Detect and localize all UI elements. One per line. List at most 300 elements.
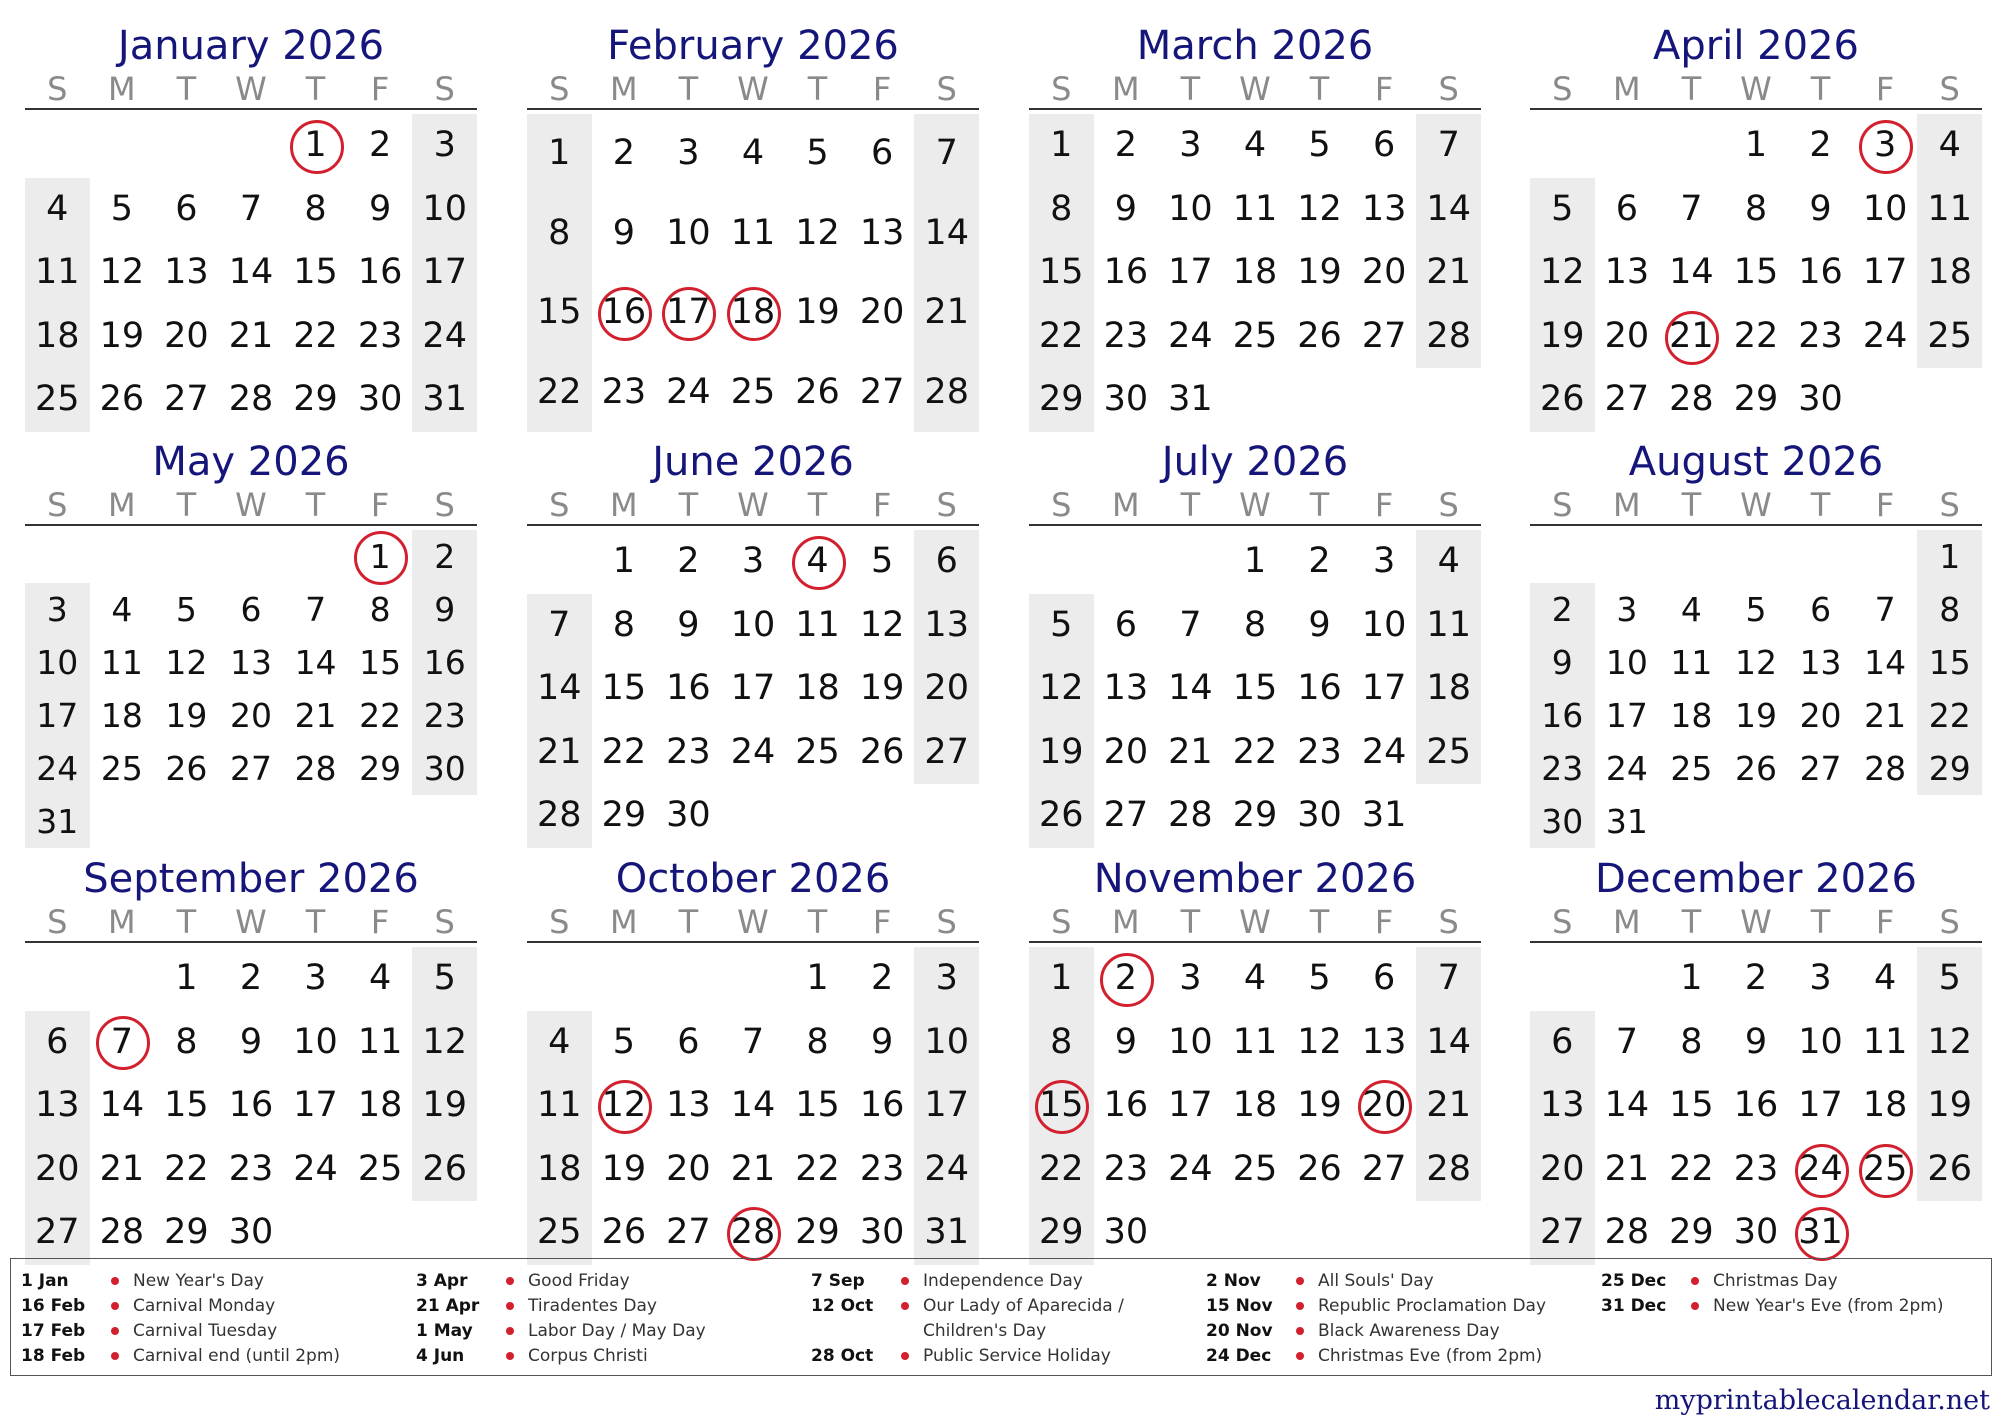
day: 18: [357, 1085, 403, 1126]
weekday-label: F: [872, 70, 892, 108]
day: 18: [1927, 252, 1972, 293]
bullet-dot-icon: [111, 1302, 119, 1310]
day: 23: [357, 315, 403, 356]
weekday-label: T: [807, 486, 828, 524]
weekday-label: T: [305, 903, 326, 941]
day: 12: [1297, 1021, 1342, 1062]
day: 9: [434, 590, 456, 629]
day: 13: [1361, 188, 1407, 229]
day: 26: [1540, 379, 1585, 420]
header-rule: [25, 108, 477, 110]
day: 5: [1050, 604, 1073, 645]
day: 19: [1734, 696, 1777, 735]
day: 19: [99, 315, 145, 356]
day: 18: [100, 696, 143, 735]
day: 27: [35, 1212, 80, 1253]
day: 20: [229, 696, 272, 735]
day: 19: [422, 1085, 467, 1126]
day: 11: [1670, 643, 1713, 682]
day: 8: [806, 1021, 829, 1062]
day: 9: [1744, 1021, 1768, 1062]
day: 19: [165, 696, 208, 735]
day-grid: [25, 530, 477, 848]
day: 22: [795, 1148, 840, 1189]
weekday-label: M: [108, 70, 136, 108]
day: 29: [1039, 379, 1084, 420]
day: 2: [870, 958, 894, 998]
weekday-label: M: [1613, 486, 1641, 524]
day: 9: [1551, 643, 1573, 682]
day: 23: [228, 1148, 274, 1189]
day: 1: [1939, 537, 1961, 576]
day-grid: [527, 114, 979, 432]
day: 4: [1938, 125, 1961, 165]
day: 3: [1372, 541, 1396, 581]
weekday-label: T: [1810, 70, 1831, 108]
day: 14: [924, 212, 969, 253]
day: 10: [1605, 643, 1648, 682]
day: 4: [46, 188, 69, 229]
day: 30: [1798, 379, 1843, 420]
weekday-label: T: [1309, 486, 1330, 524]
day: 15: [1669, 1085, 1714, 1126]
day: 27: [1540, 1212, 1585, 1253]
legend-date: 1 May: [416, 1321, 473, 1341]
legend-column: [21, 1269, 416, 1369]
weekday-label: W: [1239, 903, 1271, 941]
day: 27: [859, 371, 905, 412]
weekday-label: F: [872, 486, 892, 524]
day: 5: [806, 133, 829, 173]
day: 9: [368, 188, 392, 229]
website-watermark[interactable]: myprintablecalendar.net: [1654, 1385, 1990, 1416]
day: 25: [795, 731, 840, 772]
day: 2: [368, 125, 392, 165]
day: 6: [175, 188, 198, 229]
day: 25: [1232, 1148, 1278, 1189]
holiday-day: 4: [785, 530, 850, 594]
day: 2: [239, 958, 263, 998]
day: 1: [1744, 125, 1768, 165]
weekday-label: S: [1051, 903, 1072, 941]
weekday-label: T: [678, 486, 699, 524]
legend-column: [811, 1269, 1206, 1369]
day: 8: [1939, 590, 1961, 629]
day: 27: [924, 731, 969, 772]
month-title: January 2026: [117, 23, 385, 69]
weekday-header: [527, 70, 979, 108]
day: 28: [924, 371, 969, 412]
weekday-label: S: [549, 903, 570, 941]
bullet-dot-icon: [506, 1352, 514, 1360]
day: 8: [1050, 188, 1073, 229]
holiday-legend: [10, 1258, 1992, 1376]
weekday-header: [1530, 486, 1982, 524]
weekday-label: T: [1309, 903, 1330, 941]
day: 24: [293, 1148, 338, 1189]
legend-item: [1206, 1319, 1601, 1344]
legend-column: [416, 1269, 811, 1369]
weekday-header: [1530, 903, 1982, 941]
legend-item: [811, 1269, 1206, 1294]
day: 15: [795, 1085, 840, 1126]
day: 23: [601, 371, 647, 412]
day: 1: [806, 958, 829, 998]
legend-date: 31 Dec: [1601, 1296, 1667, 1316]
day: 16: [1297, 668, 1342, 709]
legend-item: [1601, 1269, 1996, 1294]
legend-date: 1 Jan: [21, 1271, 69, 1291]
weekday-label: M: [1112, 70, 1140, 108]
legend-date: 24 Dec: [1206, 1346, 1272, 1366]
day: 3: [46, 590, 68, 629]
month-title: June 2026: [652, 439, 854, 485]
bullet-dot-icon: [111, 1277, 119, 1285]
legend-item: [1601, 1294, 1996, 1319]
month-title: March 2026: [1136, 23, 1374, 69]
month-title: December 2026: [1595, 856, 1917, 902]
weekday-label: W: [737, 903, 769, 941]
weekday-label: T: [1681, 903, 1702, 941]
day: 26: [795, 371, 840, 412]
day: 12: [1734, 643, 1777, 682]
day: 30: [1541, 802, 1584, 841]
weekday-label: T: [305, 486, 326, 524]
day: 12: [165, 643, 208, 682]
day: 31: [422, 379, 467, 420]
day: 29: [1733, 379, 1779, 420]
weekday-label: T: [305, 70, 326, 108]
day: 10: [666, 212, 711, 253]
legend-holiday-name: Black Awareness Day: [1318, 1321, 1500, 1341]
day: 1: [175, 958, 198, 998]
day: 9: [1114, 1021, 1137, 1062]
day: 7: [305, 590, 327, 629]
day: 4: [548, 1021, 571, 1062]
day: 21: [99, 1148, 145, 1189]
weekday-label: W: [1239, 486, 1271, 524]
day: 2: [1744, 958, 1768, 998]
legend-column: [1601, 1269, 1996, 1319]
holiday-day: 3: [1853, 114, 1918, 178]
day: 27: [1799, 749, 1842, 788]
day: 6: [1372, 958, 1396, 998]
bullet-dot-icon: [901, 1352, 909, 1360]
day: 17: [1605, 696, 1648, 735]
day: 6: [677, 1021, 700, 1062]
bullet-dot-icon: [1296, 1302, 1304, 1310]
bullet-dot-icon: [1691, 1302, 1699, 1310]
day: 6: [870, 133, 894, 173]
legend-holiday-name: Christmas Eve (from 2pm): [1318, 1346, 1543, 1366]
day-grid: [1029, 947, 1481, 1265]
weekday-label: W: [235, 70, 267, 108]
day: 16: [357, 252, 403, 293]
day: 2: [612, 133, 635, 173]
day: 5: [612, 1021, 635, 1062]
day: 3: [304, 958, 327, 998]
legend-item: [811, 1344, 1206, 1369]
day-grid: [1029, 530, 1481, 848]
day: 7: [1874, 590, 1896, 629]
bullet-dot-icon: [1296, 1327, 1304, 1335]
day: 10: [1361, 604, 1407, 645]
holiday-day: 28: [721, 1201, 786, 1265]
header-rule: [527, 524, 979, 526]
day: 9: [677, 604, 700, 645]
day: 22: [1232, 731, 1278, 772]
day: 25: [730, 371, 776, 412]
legend-item: [21, 1294, 416, 1319]
day: 14: [1669, 252, 1714, 293]
weekday-label: S: [1552, 903, 1573, 941]
weekday-label: F: [1875, 903, 1895, 941]
day: 10: [924, 1021, 969, 1062]
header-rule: [1530, 108, 1982, 110]
day: 24: [1361, 731, 1407, 772]
day: 2: [1114, 125, 1137, 165]
day: 13: [35, 1085, 80, 1126]
day: 24: [1168, 315, 1213, 356]
day: 11: [357, 1021, 403, 1062]
day: 19: [1039, 731, 1084, 772]
weekday-label: F: [1374, 70, 1394, 108]
day: 28: [1864, 749, 1907, 788]
legend-item: [1206, 1344, 1601, 1369]
day: 15: [359, 643, 402, 682]
day: 24: [36, 749, 79, 788]
day: 30: [357, 379, 403, 420]
day: 28: [228, 379, 274, 420]
day: 24: [924, 1148, 969, 1189]
day: 1: [548, 133, 571, 173]
weekday-label: M: [610, 486, 638, 524]
day: 4: [1873, 958, 1897, 998]
holiday-day: 20: [1352, 1074, 1417, 1138]
day: 15: [1928, 643, 1971, 682]
month-2: [527, 22, 979, 412]
day-grid: [527, 530, 979, 848]
month-5: [25, 438, 477, 841]
day: 22: [1928, 696, 1971, 735]
day: 23: [1798, 315, 1843, 356]
day: 7: [935, 133, 958, 173]
month-8: [1530, 438, 1982, 841]
weekday-label: S: [47, 903, 68, 941]
day: 23: [1297, 731, 1342, 772]
day: 23: [423, 696, 466, 735]
day: 25: [1670, 749, 1713, 788]
holiday-day: 25: [1853, 1138, 1918, 1202]
day: 27: [666, 1212, 711, 1253]
day: 22: [359, 696, 402, 735]
legend-date: 16 Feb: [21, 1296, 86, 1316]
day: 9: [1114, 188, 1137, 229]
day: 26: [1734, 749, 1777, 788]
day: 21: [1426, 1085, 1471, 1126]
day: 8: [1744, 188, 1768, 229]
day: 6: [46, 1021, 69, 1062]
holiday-day: 1: [348, 530, 413, 583]
day: 21: [294, 696, 337, 735]
day: 11: [1927, 188, 1972, 229]
day: 30: [666, 795, 711, 836]
day: 3: [1809, 958, 1832, 998]
day: 18: [537, 1148, 582, 1189]
weekday-label: T: [807, 903, 828, 941]
day: 3: [1179, 958, 1202, 998]
header-rule: [1029, 941, 1481, 943]
day: 12: [99, 252, 145, 293]
weekday-label: F: [370, 486, 390, 524]
day: 9: [239, 1021, 263, 1062]
day: 18: [1862, 1085, 1908, 1126]
legend-item: [21, 1269, 416, 1294]
weekday-label: T: [807, 70, 828, 108]
day: 16: [1103, 1085, 1149, 1126]
weekday-label: T: [678, 903, 699, 941]
legend-column: [1206, 1269, 1601, 1369]
header-rule: [1029, 108, 1481, 110]
day: 24: [666, 371, 711, 412]
legend-date: 7 Sep: [811, 1271, 865, 1291]
weekday-label: S: [549, 486, 570, 524]
day: 22: [601, 731, 647, 772]
weekday-label: S: [434, 903, 455, 941]
bullet-dot-icon: [901, 1277, 909, 1285]
day: 14: [1604, 1085, 1650, 1126]
day-grid: [1029, 114, 1481, 432]
bullet-dot-icon: [111, 1327, 119, 1335]
day: 24: [1605, 749, 1648, 788]
legend-holiday-name: New Year's Eve (from 2pm): [1713, 1296, 1944, 1316]
weekday-header: [1029, 486, 1481, 524]
day: 22: [537, 371, 582, 412]
holiday-day: 16: [592, 273, 657, 353]
day: 8: [612, 604, 635, 645]
day: 26: [1297, 315, 1342, 356]
day: 29: [1669, 1212, 1714, 1253]
day: 13: [164, 252, 209, 293]
legend-date: 25 Dec: [1601, 1271, 1667, 1291]
weekday-label: W: [1740, 903, 1772, 941]
bullet-dot-icon: [901, 1302, 909, 1310]
month-title: February 2026: [607, 23, 899, 69]
day: 11: [100, 643, 143, 682]
day: 29: [601, 795, 647, 836]
weekday-label: S: [434, 70, 455, 108]
day: 7: [1179, 604, 1202, 645]
holiday-day: 18: [721, 273, 786, 353]
day: 1: [1050, 958, 1073, 998]
legend-item: [416, 1294, 811, 1319]
day: 8: [1243, 604, 1267, 645]
weekday-label: F: [370, 70, 390, 108]
day: 2: [1809, 125, 1832, 165]
holiday-day: 7: [90, 1011, 155, 1075]
weekday-label: T: [176, 486, 197, 524]
day: 11: [1426, 604, 1471, 645]
day: 17: [1168, 1085, 1213, 1126]
weekday-header: [25, 70, 477, 108]
month-title: July 2026: [1161, 439, 1349, 485]
weekday-label: S: [1438, 903, 1459, 941]
bullet-dot-icon: [111, 1352, 119, 1360]
day: 21: [924, 292, 969, 332]
day-grid: [1530, 530, 1982, 848]
day: 25: [357, 1148, 403, 1189]
day: 20: [1604, 315, 1650, 356]
weekday-label: M: [610, 70, 638, 108]
legend-holiday-name: Our Lady of Aparecida / Children's Day: [923, 1296, 1124, 1341]
weekday-header: [25, 486, 477, 524]
weekday-label: S: [936, 903, 957, 941]
day: 12: [422, 1021, 467, 1062]
day: 24: [422, 315, 467, 356]
day: 8: [1050, 1021, 1073, 1062]
day: 29: [164, 1212, 209, 1253]
day: 5: [110, 188, 133, 229]
weekday-label: S: [549, 70, 570, 108]
day: 14: [1426, 188, 1471, 229]
day: 27: [229, 749, 272, 788]
day: 12: [1540, 252, 1585, 293]
day: 2: [1308, 541, 1331, 581]
weekday-label: M: [610, 903, 638, 941]
day: 5: [1938, 958, 1961, 998]
day: 24: [1862, 315, 1908, 356]
day: 9: [1308, 604, 1331, 645]
legend-holiday-name: Tiradentes Day: [528, 1296, 657, 1316]
legend-item: [1206, 1269, 1601, 1294]
weekday-label: M: [108, 903, 136, 941]
day: 13: [229, 643, 272, 682]
weekday-label: F: [1374, 903, 1394, 941]
day: 29: [293, 379, 338, 420]
day: 22: [1669, 1148, 1714, 1189]
day: 15: [537, 292, 582, 332]
day: 25: [1232, 315, 1278, 356]
month-title: October 2026: [615, 856, 891, 902]
day: 3: [741, 541, 765, 581]
day: 13: [1361, 1021, 1407, 1062]
day: 25: [35, 379, 80, 420]
day-grid: [527, 947, 979, 1265]
day: 28: [1168, 795, 1213, 836]
day: 27: [1103, 795, 1149, 836]
weekday-label: T: [1180, 70, 1201, 108]
bullet-dot-icon: [1296, 1352, 1304, 1360]
day: 7: [1437, 125, 1460, 165]
day: 10: [1168, 1021, 1213, 1062]
day: 14: [537, 668, 582, 709]
day: 16: [1798, 252, 1843, 293]
day: 14: [294, 643, 337, 682]
day: 19: [859, 668, 905, 709]
weekday-label: S: [1939, 486, 1960, 524]
weekday-label: W: [737, 70, 769, 108]
day: 29: [1928, 749, 1971, 788]
legend-date: 20 Nov: [1206, 1321, 1273, 1341]
day: 17: [1798, 1085, 1843, 1126]
month-7: [1029, 438, 1481, 836]
day: 9: [1809, 188, 1832, 229]
holiday-day: 2: [1094, 947, 1159, 1011]
day: 15: [1733, 252, 1779, 293]
day: 4: [1680, 590, 1702, 629]
day: 26: [99, 379, 145, 420]
day: 1: [612, 541, 635, 581]
